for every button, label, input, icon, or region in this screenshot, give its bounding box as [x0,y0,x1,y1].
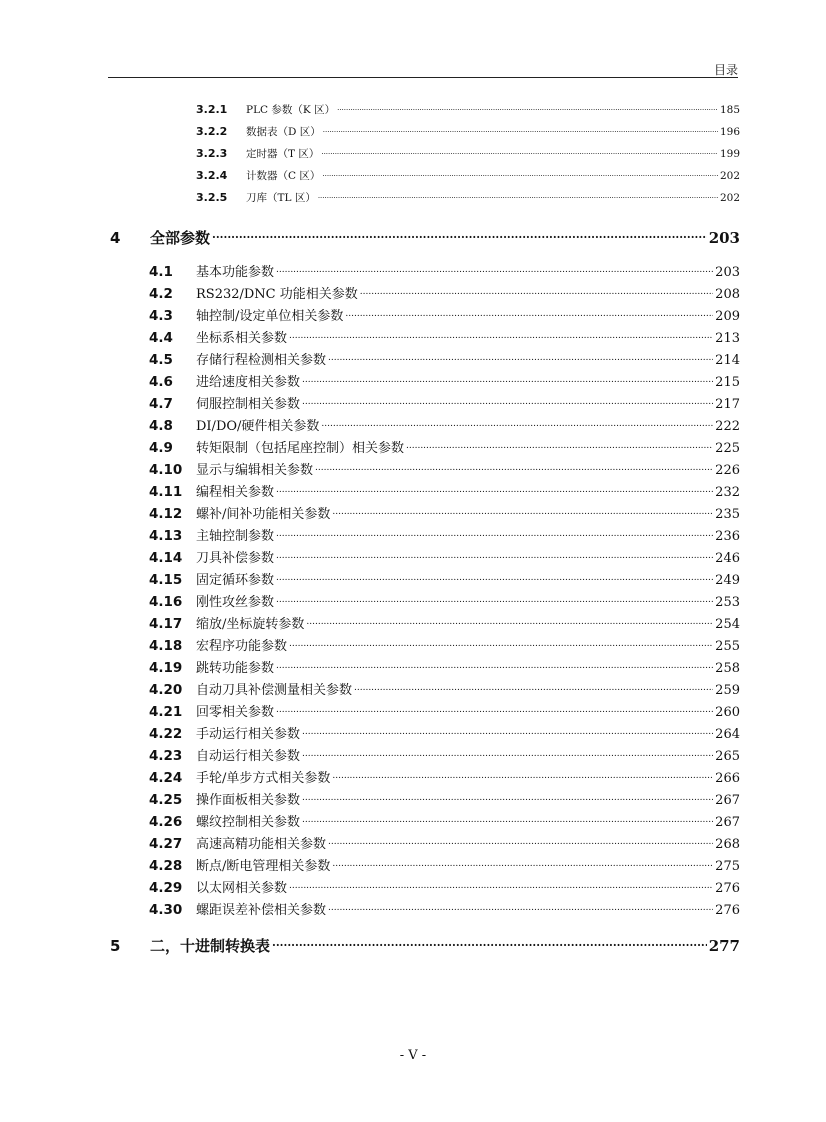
toc-entry-page: 267 [715,793,740,808]
toc-entry-page: 258 [715,661,740,676]
toc-entry-page: 260 [715,705,740,720]
toc-entry-number: 3.2.5 [196,191,228,204]
leader-dots [302,747,713,760]
toc-entry-number: 4.10 [149,462,183,478]
toc-chapter-4[interactable] [110,227,740,248]
toc-entry-4-12[interactable] [149,503,740,522]
toc-entry-title: 计数器（C 区） [246,170,321,182]
toc-chapter-page: 203 [708,229,740,247]
toc-entry-number: 4.3 [149,308,173,324]
leader-dots [276,549,713,562]
leader-dots [337,103,718,114]
leader-dots [332,769,713,782]
toc-entry-number: 4.27 [149,836,183,852]
toc-entry-4-20[interactable] [149,679,740,698]
toc-entry-3-2-5[interactable] [196,190,740,205]
leader-dots [302,373,713,386]
leader-dots [302,395,713,408]
toc-entry-number: 4.2 [149,286,173,302]
toc-entry-page: 267 [715,815,740,830]
toc-entry-title: 断点/断电管理相关参数 [196,859,331,874]
toc-entry-number: 4.12 [149,506,183,522]
leader-dots [322,169,718,180]
toc-entry-number: 4.6 [149,374,173,390]
toc-entry-title: 手轮/单步方式相关参数 [196,771,331,786]
leader-dots [345,307,713,320]
toc-entry-number: 4.26 [149,814,183,830]
toc-entry-title: 螺补/间补功能相关参数 [196,507,331,522]
toc-entry-title: PLC 参数（K 区） [246,104,336,116]
toc-entry-page: 214 [715,353,740,368]
toc-entry-page: 265 [715,749,740,764]
leader-dots [276,483,713,496]
toc-entry-title: 操作面板相关参数 [196,793,301,808]
toc-entry-number: 4.25 [149,792,183,808]
toc-entry-page: 208 [715,287,740,302]
toc-entry-4-24[interactable] [149,767,740,786]
leader-dots [360,285,713,298]
toc-entry-4-29[interactable] [149,877,740,896]
toc-entry-4-30[interactable] [149,899,740,918]
toc-entry-4-19[interactable] [149,657,740,676]
toc-entry-4-17[interactable] [149,613,740,632]
toc-entry-page: 235 [715,507,740,522]
leader-dots [328,835,713,848]
toc-entry-number: 4.30 [149,902,183,918]
toc-entry-number: 4.20 [149,682,183,698]
leader-dots [212,228,707,243]
toc-entry-4-5[interactable] [149,349,740,368]
toc-entry-4-10[interactable] [149,459,740,478]
toc-chapter-title: 全部参数 [150,229,211,247]
toc-entry-title: 编程相关参数 [196,485,275,500]
toc-entry-title: 螺距误差补偿相关参数 [196,903,327,918]
toc-entry-title: 伺服控制相关参数 [196,397,301,412]
toc-entry-4-25[interactable] [149,789,740,808]
leader-dots [276,659,713,672]
toc-entry-page: 202 [719,170,740,182]
toc-entry-4-2[interactable] [149,283,740,302]
toc-entry-4-6[interactable] [149,371,740,390]
leader-dots [318,191,718,202]
toc-entry-4-7[interactable] [149,393,740,412]
toc-entry-page: 255 [715,639,740,654]
toc-entry-number: 4.4 [149,330,173,346]
leader-dots [302,791,713,804]
toc-entry-page: 196 [719,126,740,138]
toc-entry-title: 回零相关参数 [196,705,275,720]
toc-entry-4-18[interactable] [149,635,740,654]
toc-entry-4-28[interactable] [149,855,740,874]
toc-entry-title: 固定循环参数 [196,573,275,588]
toc-entry-number: 4.5 [149,352,173,368]
toc-entry-page: 264 [715,727,740,742]
page-number-footer: - V - [399,1048,427,1063]
toc-entry-page: 276 [715,881,740,896]
leader-dots [323,125,718,136]
toc-entry-4-15[interactable] [149,569,740,588]
leader-dots [406,439,713,452]
toc-entry-number: 3.2.2 [196,125,228,138]
toc-entry-title: 显示与编辑相关参数 [196,463,314,478]
toc-entry-number: 3.2.4 [196,169,228,182]
toc-entry-page: 209 [715,309,740,324]
toc-entry-page: 202 [719,192,740,204]
leader-dots [332,857,713,870]
toc-entry-4-14[interactable] [149,547,740,566]
toc-entry-title: 以太网相关参数 [196,881,288,896]
toc-entry-4-8[interactable] [149,415,740,434]
toc-entry-page: 225 [715,441,740,456]
toc-entry-number: 4.18 [149,638,183,654]
toc-entry-title: 自动刀具补偿测量相关参数 [196,683,353,698]
toc-entry-number: 4.7 [149,396,173,412]
toc-entry-4-26[interactable] [149,811,740,830]
toc-chapter-page: 277 [708,937,740,955]
toc-entry-number: 4.17 [149,616,183,632]
toc-entry-number: 4.9 [149,440,173,456]
toc-entry-number: 4.1 [149,264,173,280]
leader-dots [289,879,713,892]
toc-entry-4-3[interactable] [149,305,740,324]
toc-entry-3-2-1[interactable] [196,102,740,117]
toc-entry-title: 数据表（D 区） [246,126,321,138]
toc-entry-number: 4.8 [149,418,173,434]
toc-entry-4-27[interactable] [149,833,740,852]
leader-dots [302,813,713,826]
toc-entry-4-23[interactable] [149,745,740,764]
toc-entry-page: 222 [715,419,740,434]
toc-entry-title: 跳转功能参数 [196,661,275,676]
toc-entry-title: 基本功能参数 [196,265,275,280]
toc-entry-title: 转矩限制（包括尾座控制）相关参数 [196,441,405,456]
toc-entry-title: 宏程序功能参数 [196,639,288,654]
toc-entry-number: 4.21 [149,704,183,720]
leader-dots [354,681,713,694]
toc-chapter-number: 5 [110,937,121,955]
leader-dots [276,593,713,606]
toc-entry-4-21[interactable] [149,701,740,720]
leader-dots [276,703,713,716]
toc-entry-title: 刀库（TL 区） [246,192,316,204]
toc-entry-page: 213 [715,331,740,346]
toc-entry-number: 4.24 [149,770,183,786]
leader-dots [276,527,713,540]
toc-entry-title: 螺纹控制相关参数 [196,815,301,830]
leader-dots [315,461,713,474]
toc-entry-page: 276 [715,903,740,918]
toc-entry-page: 232 [715,485,740,500]
toc-entry-4-22[interactable] [149,723,740,742]
toc-entry-title: DI/DO/硬件相关参数 [196,419,320,434]
toc-entry-page: 246 [715,551,740,566]
toc-entry-number: 4.14 [149,550,183,566]
toc-entry-number: 3.2.1 [196,103,228,116]
header-divider [108,77,738,78]
toc-entry-page: 217 [715,397,740,412]
toc-entry-page: 266 [715,771,740,786]
toc-entry-page: 253 [715,595,740,610]
leader-dots [289,329,713,342]
toc-entry-title: 坐标系相关参数 [196,331,288,346]
leader-dots [321,417,713,430]
toc-entry-number: 4.29 [149,880,183,896]
toc-entry-page: 268 [715,837,740,852]
toc-entry-title: 缩放/坐标旋转参数 [196,617,305,632]
leader-dots [328,351,713,364]
toc-entry-number: 4.19 [149,660,183,676]
toc-entry-title: 定时器（T 区） [246,148,320,160]
toc-entry-title: 存储行程检测相关参数 [196,353,327,368]
toc-chapter-title: 二，十进制转换表 [150,937,271,955]
toc-entry-page: 249 [715,573,740,588]
toc-chapter-5[interactable] [110,935,740,956]
leader-dots [306,615,713,628]
toc-entry-title: 自动运行相关参数 [196,749,301,764]
toc-entry-title: 进给速度相关参数 [196,375,301,390]
toc-entry-4-13[interactable] [149,525,740,544]
toc-entry-4-16[interactable] [149,591,740,610]
toc-entry-3-2-2[interactable] [196,124,740,139]
toc-entry-number: 4.11 [149,484,183,500]
toc-entry-title: RS232/DNC 功能相关参数 [196,287,358,302]
toc-entry-number: 4.23 [149,748,183,764]
toc-entry-page: 203 [715,265,740,280]
toc-entry-page: 254 [715,617,740,632]
toc-entry-title: 刚性攻丝参数 [196,595,275,610]
toc-chapter-number: 4 [110,229,121,247]
toc-entry-page: 226 [715,463,740,478]
leader-dots [302,725,713,738]
leader-dots [328,901,713,914]
toc-entry-title: 主轴控制参数 [196,529,275,544]
toc-entry-title: 手动运行相关参数 [196,727,301,742]
toc-entry-title: 高速高精功能相关参数 [196,837,327,852]
toc-entry-4-4[interactable] [149,327,740,346]
toc-entry-page: 275 [715,859,740,874]
toc-entry-title: 轴控制/设定单位相关参数 [196,309,344,324]
toc-entry-number: 4.16 [149,594,183,610]
page-header-title: 目录 [713,63,738,77]
toc-entry-3-2-4[interactable] [196,168,740,183]
toc-entry-number: 3.2.3 [196,147,228,160]
toc-entry-page: 185 [719,104,740,116]
toc-entry-page: 199 [719,148,740,160]
leader-dots [289,637,713,650]
leader-dots [276,263,713,276]
leader-dots [272,936,707,951]
toc-entry-number: 4.28 [149,858,183,874]
toc-entry-4-11[interactable] [149,481,740,500]
toc-entry-page: 259 [715,683,740,698]
toc-entry-4-1[interactable] [149,261,740,280]
leader-dots [321,147,718,158]
toc-entry-title: 刀具补偿参数 [196,551,275,566]
toc-entry-4-9[interactable] [149,437,740,456]
leader-dots [332,505,713,518]
toc-entry-page: 236 [715,529,740,544]
toc-entry-number: 4.22 [149,726,183,742]
toc-entry-number: 4.13 [149,528,183,544]
leader-dots [276,571,713,584]
toc-entry-number: 4.15 [149,572,183,588]
toc-entry-page: 215 [715,375,740,390]
toc-entry-3-2-3[interactable] [196,146,740,161]
